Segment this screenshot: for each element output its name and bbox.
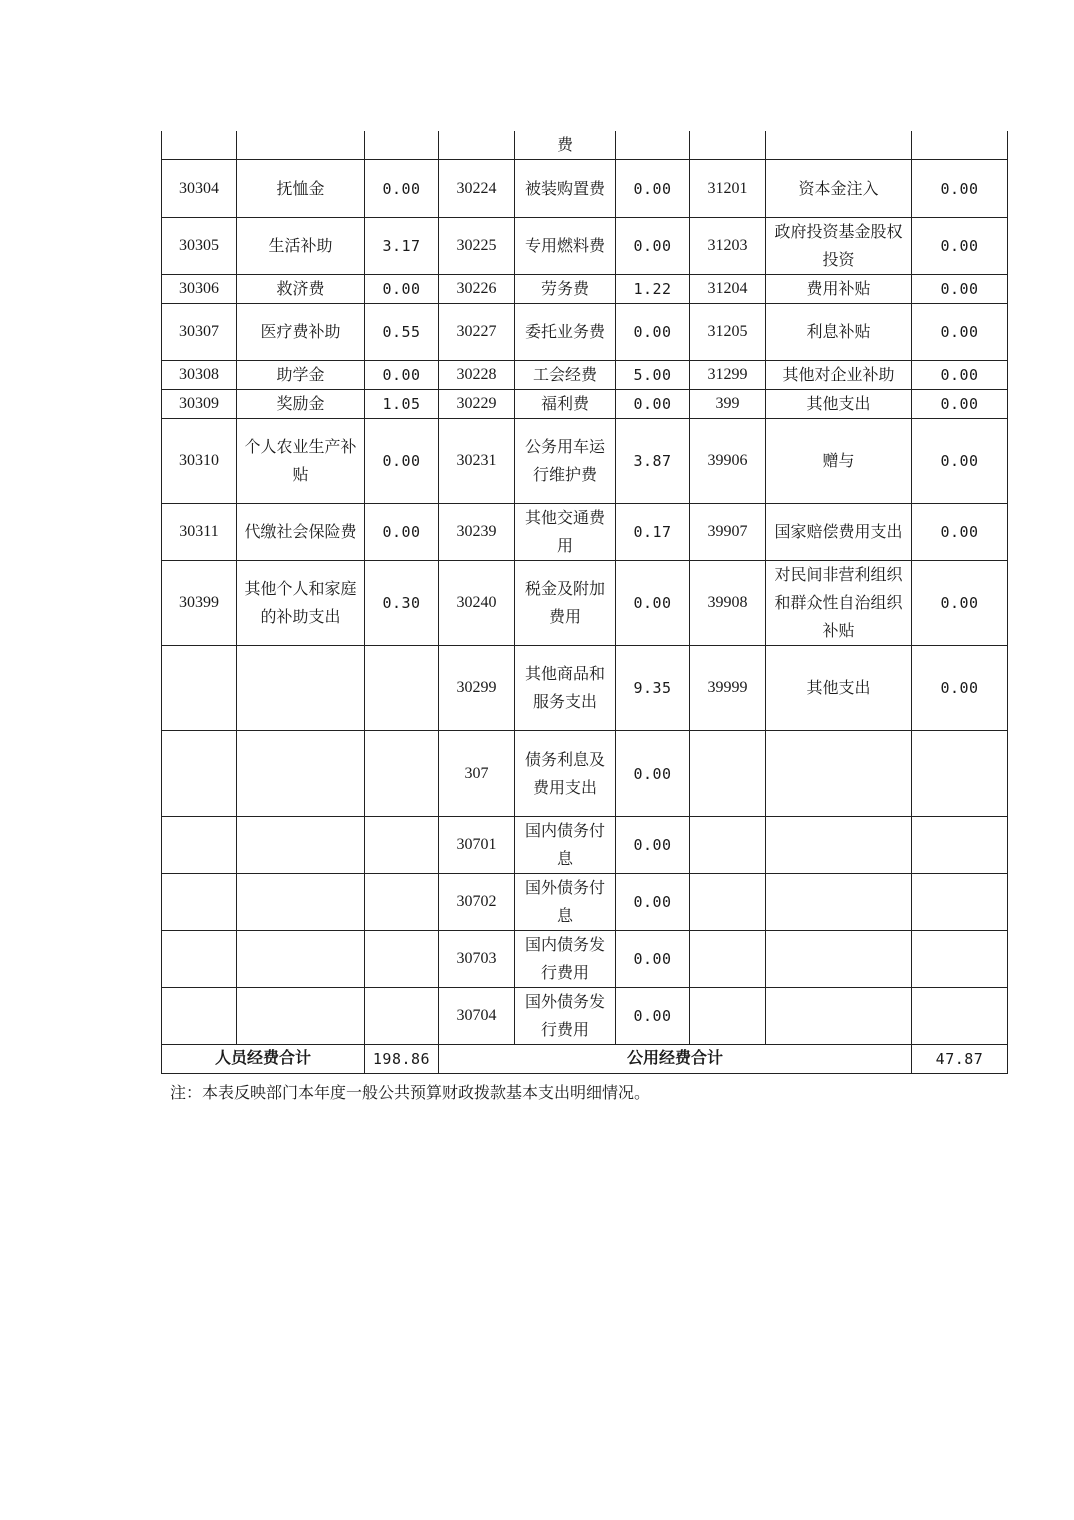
public-total-label: 公用经费合计 [439,1045,912,1074]
code-cell [162,646,237,731]
code-cell: 30240 [439,561,515,646]
amount-cell [365,988,439,1045]
item-name-cell: 劳务费 [515,275,616,304]
item-name-cell: 福利费 [515,390,616,419]
code-cell: 39907 [690,504,766,561]
code-cell: 31203 [690,218,766,275]
amount-cell [912,731,1008,817]
table-row [162,390,1008,419]
item-name-cell: 被装购置费 [515,160,616,218]
amount-cell: 0.17 [616,504,690,561]
item-name-cell: 专用燃料费 [515,218,616,275]
code-cell: 307 [439,731,515,817]
public-total-value: 47.87 [912,1045,1008,1074]
item-name-cell: 生活补助 [237,218,365,275]
amount-cell [912,874,1008,931]
item-name-cell: 国内债务付息 [515,817,616,874]
item-name-cell: 公务用车运行维护费 [515,419,616,504]
item-name-cell [766,731,912,817]
item-name-cell [766,931,912,988]
code-cell: 30239 [439,504,515,561]
item-name-cell [766,874,912,931]
amount-cell: 0.30 [365,561,439,646]
code-cell [690,874,766,931]
amount-cell: 3.87 [616,419,690,504]
item-name-cell: 代缴社会保险费 [237,504,365,561]
item-name-cell: 国外债务发行费用 [515,988,616,1045]
table-row [162,646,1008,731]
item-name-cell: 对民间非营利组织和群众性自治组织补贴 [766,561,912,646]
table-row [162,504,1008,561]
code-cell [162,817,237,874]
amount-cell: 0.00 [616,817,690,874]
code-cell: 31299 [690,361,766,390]
amount-cell: 0.00 [912,419,1008,504]
expenditure-detail-table [161,131,1008,1074]
table-row [162,817,1008,874]
item-name-cell [766,988,912,1045]
item-name-cell: 医疗费补助 [237,304,365,361]
code-cell: 30309 [162,390,237,419]
amount-cell [616,131,690,160]
item-name-cell [237,731,365,817]
item-name-cell: 国外债务付息 [515,874,616,931]
amount-cell [912,817,1008,874]
item-name-cell [237,988,365,1045]
code-cell: 30307 [162,304,237,361]
item-name-cell: 政府投资基金股权投资 [766,218,912,275]
amount-cell [365,131,439,160]
amount-cell [365,731,439,817]
amount-cell: 0.00 [616,931,690,988]
amount-cell: 0.00 [365,361,439,390]
code-cell: 39908 [690,561,766,646]
amount-cell: 0.00 [365,419,439,504]
table-row [162,988,1008,1045]
item-name-cell: 税金及附加费用 [515,561,616,646]
amount-cell: 0.00 [912,275,1008,304]
table-body [162,131,1008,1045]
amount-cell: 0.00 [616,731,690,817]
amount-cell: 9.35 [616,646,690,731]
table-footnote: 注：本表反映部门本年度一般公共预算财政拨款基本支出明细情况。 [170,1083,651,1102]
code-cell: 30304 [162,160,237,218]
item-name-cell: 委托业务费 [515,304,616,361]
item-name-cell: 债务利息及费用支出 [515,731,616,817]
item-name-cell: 救济费 [237,275,365,304]
code-cell [690,731,766,817]
table-row [162,874,1008,931]
amount-cell: 0.00 [912,561,1008,646]
item-name-cell: 助学金 [237,361,365,390]
table-row [162,419,1008,504]
item-name-cell [237,131,365,160]
amount-cell [365,646,439,731]
item-name-cell: 其他个人和家庭的补助支出 [237,561,365,646]
code-cell: 39906 [690,419,766,504]
item-name-cell: 国家赔偿费用支出 [766,504,912,561]
item-name-cell: 奖励金 [237,390,365,419]
code-cell [690,817,766,874]
amount-cell [912,931,1008,988]
amount-cell: 0.00 [616,561,690,646]
amount-cell [912,131,1008,160]
totals-row [162,1045,1008,1074]
amount-cell: 3.17 [365,218,439,275]
code-cell: 31201 [690,160,766,218]
code-cell [162,988,237,1045]
table-row [162,275,1008,304]
code-cell: 399 [690,390,766,419]
code-cell: 30310 [162,419,237,504]
code-cell: 30703 [439,931,515,988]
item-name-cell [237,874,365,931]
amount-cell: 5.00 [616,361,690,390]
code-cell: 30308 [162,361,237,390]
item-name-cell: 其他对企业补助 [766,361,912,390]
amount-cell [365,931,439,988]
table-row [162,131,1008,160]
item-name-cell [766,817,912,874]
item-name-cell: 抚恤金 [237,160,365,218]
code-cell [690,131,766,160]
amount-cell: 0.00 [365,160,439,218]
amount-cell: 0.00 [616,874,690,931]
item-name-cell: 工会经费 [515,361,616,390]
code-cell [162,731,237,817]
amount-cell: 0.00 [912,304,1008,361]
personnel-total-value: 198.86 [365,1045,439,1074]
code-cell: 30704 [439,988,515,1045]
table-row [162,304,1008,361]
code-cell [162,131,237,160]
amount-cell: 0.00 [365,504,439,561]
amount-cell: 0.00 [912,361,1008,390]
amount-cell: 0.00 [616,304,690,361]
item-name-cell [237,931,365,988]
amount-cell: 0.00 [616,988,690,1045]
code-cell: 30701 [439,817,515,874]
amount-cell: 1.22 [616,275,690,304]
table-row [162,931,1008,988]
code-cell: 30399 [162,561,237,646]
code-cell: 30225 [439,218,515,275]
code-cell: 30305 [162,218,237,275]
code-cell: 30228 [439,361,515,390]
code-cell: 30311 [162,504,237,561]
code-cell: 31205 [690,304,766,361]
amount-cell [912,988,1008,1045]
item-name-cell [766,131,912,160]
code-cell: 30229 [439,390,515,419]
item-name-cell: 国内债务发行费用 [515,931,616,988]
code-cell: 30299 [439,646,515,731]
table-row [162,561,1008,646]
code-cell [690,988,766,1045]
amount-cell: 0.00 [912,160,1008,218]
item-name-cell: 其他商品和服务支出 [515,646,616,731]
item-name-cell: 赠与 [766,419,912,504]
amount-cell: 0.55 [365,304,439,361]
item-name-cell: 其他支出 [766,390,912,419]
amount-cell: 0.00 [912,390,1008,419]
item-name-cell: 其他支出 [766,646,912,731]
personnel-total-label: 人员经费合计 [162,1045,365,1074]
item-name-cell [237,817,365,874]
code-cell: 30224 [439,160,515,218]
item-name-cell: 其他交通费用 [515,504,616,561]
code-cell: 30227 [439,304,515,361]
amount-cell: 0.00 [616,160,690,218]
code-cell: 30306 [162,275,237,304]
item-name-cell: 费 [515,131,616,160]
code-cell [690,931,766,988]
item-name-cell [237,646,365,731]
code-cell: 31204 [690,275,766,304]
code-cell: 30702 [439,874,515,931]
item-name-cell: 资本金注入 [766,160,912,218]
item-name-cell: 费用补贴 [766,275,912,304]
table-row [162,361,1008,390]
amount-cell: 0.00 [912,504,1008,561]
amount-cell: 0.00 [912,646,1008,731]
code-cell: 39999 [690,646,766,731]
table-row [162,160,1008,218]
code-cell: 30226 [439,275,515,304]
code-cell [162,874,237,931]
amount-cell: 0.00 [616,390,690,419]
code-cell: 30231 [439,419,515,504]
amount-cell [365,817,439,874]
code-cell [162,931,237,988]
item-name-cell: 个人农业生产补贴 [237,419,365,504]
item-name-cell: 利息补贴 [766,304,912,361]
amount-cell: 0.00 [365,275,439,304]
amount-cell: 0.00 [616,218,690,275]
code-cell [439,131,515,160]
amount-cell: 1.05 [365,390,439,419]
amount-cell [365,874,439,931]
amount-cell: 0.00 [912,218,1008,275]
table-row [162,218,1008,275]
table-row [162,731,1008,817]
